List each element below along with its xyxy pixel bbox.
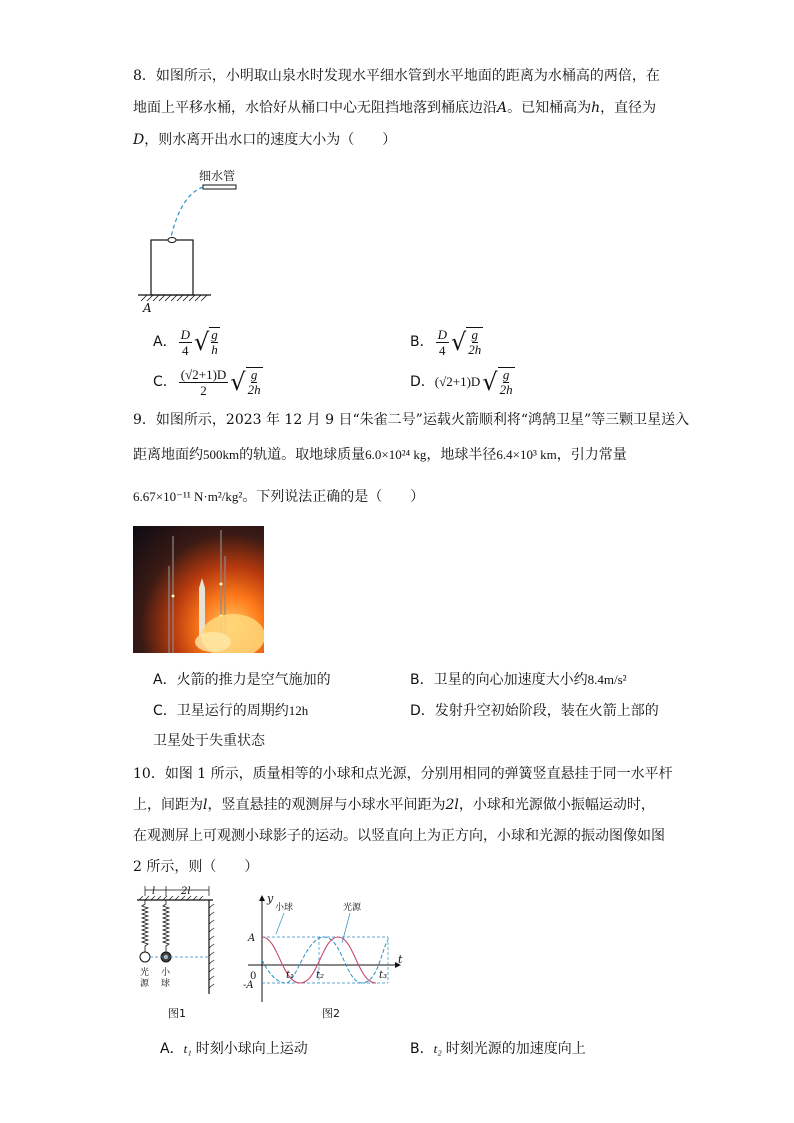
q8-text: 8．如图所示，小明取山泉水时发现水平细水管到水平地面的距离为水桶高的两倍，在 — [133, 68, 660, 84]
q8-stem-line-3: D，则水离开出水口的速度大小为（ ） — [133, 132, 397, 148]
q8-stem-line-1 — [133, 66, 660, 86]
svg-text:l: l — [152, 886, 156, 897]
svg-text:球: 球 — [161, 979, 171, 989]
q8-bucket-figure — [133, 165, 253, 315]
q8-c-radical: √ $\frac{g}{2h}$ — [230, 367, 261, 397]
svg-text:t₁: t₁ — [286, 970, 295, 981]
svg-text:0: 0 — [250, 971, 257, 982]
q10-light-source — [140, 952, 150, 962]
q8-c-coefficient: $\frac{(√2+1)D}{2}$ — [180, 366, 227, 398]
svg-text:光: 光 — [140, 968, 150, 978]
q9-rocket-illustration — [133, 526, 264, 653]
q8-bucket-mouth-mark — [168, 238, 176, 243]
svg-text:源: 源 — [140, 979, 150, 989]
q10-figure-1 — [133, 884, 228, 1024]
q10-stem-line-2: 上，间距为l，竖直悬挂的观测屏与小球水平间距为2l，小球和光源做小振幅运动时， — [133, 797, 655, 813]
q10-figure-2-caption: 图2 — [322, 1007, 340, 1020]
q10-label-ball: 小球 — [275, 903, 294, 913]
q9-stem-line-3: 6.67×10⁻¹¹ N·m²/kg²。下列说法正确的是（ ） — [133, 489, 425, 505]
q10-figure-2 — [240, 888, 410, 1024]
q8-pipe — [203, 185, 236, 189]
q10-stem-line-1: 10．如图 1 所示，质量相等的小球和点光源，分别用相同的弹簧竖直悬挂于同一水平杆 — [133, 766, 673, 782]
q9-option-c[interactable]: C．卫星运行的周期约12h — [153, 703, 309, 719]
q10-stem-line-3: 在观测屏上可观测小球影子的运动。以竖直向上为正方向，小球和光源的振动图像如图 — [133, 828, 665, 844]
q9-option-a[interactable]: A．火箭的推力是空气施加的 — [153, 672, 331, 688]
q9-stem-line-2: 距离地面约500km的轨道。取地球质量6.0×10²⁴ kg，地球半径6.4×10³ km，引力常量 — [133, 447, 627, 463]
q8-b-coefficient: $\frac{D}{4}$ — [437, 326, 447, 358]
q8-option-d[interactable]: D． (√2+1)D √ $\frac{g}{2h}$ — [410, 367, 513, 397]
q10-stem-line-4: 2 所示，则（ ） — [133, 859, 259, 875]
q8-option-a[interactable]: A． $\frac{D}{4}$ √ $\frac{g}{h}$ — [153, 326, 218, 358]
q10-option-a[interactable]: A．t₁ 时刻小球向上运动 — [160, 1041, 308, 1057]
q10-figure-1-caption: 图1 — [168, 1007, 186, 1020]
svg-text:-A: -A — [243, 980, 254, 991]
q9-option-b[interactable]: B．卫星的向心加速度大小约8.4m/s² — [410, 672, 627, 688]
svg-text:t₃: t₃ — [379, 970, 388, 981]
q9-rocket-launch-photo — [133, 526, 264, 653]
svg-text:2l: 2l — [181, 886, 191, 897]
q8-a-coefficient: $\frac{D}{4}$ — [180, 326, 190, 358]
svg-text:A: A — [248, 933, 256, 944]
svg-text:小: 小 — [161, 968, 171, 978]
q8-option-c[interactable]: C． $\frac{(√2+1)D}{2}$ √ $\frac{g}{2h}$ — [153, 366, 261, 398]
q8-b-radical: √ $\frac{g}{2h}$ — [451, 327, 482, 357]
q10-label-source: 光源 — [343, 903, 362, 913]
svg-text:y: y — [267, 892, 274, 905]
q8-stem-line-2: 地面上平移水桶，水恰好从桶口中心无阻挡地落到桶底边沿A。已知桶高为h，直径为 — [133, 100, 657, 116]
q8-d-coefficient: (√2+1)D — [434, 374, 481, 389]
q8-option-b[interactable]: B． $\frac{D}{4}$ √ $\frac{g}{2h}$ — [410, 326, 482, 358]
q9-option-d-continued: 卫星处于失重状态 — [153, 733, 265, 749]
q8-point-A-label: A — [143, 301, 152, 315]
q10-spring-ball — [163, 900, 169, 952]
svg-text:t₂: t₂ — [316, 970, 325, 981]
q8-pipe-label: 细水管 — [199, 169, 236, 183]
q10-option-b[interactable]: B．t₂ 时刻光源的加速度向上 — [410, 1041, 586, 1057]
svg-text:t: t — [398, 953, 403, 966]
q10-spring-source — [142, 900, 148, 952]
q9-stem-line-1: 9．如图所示，2023 年 12 月 9 日“朱雀二号”运载火箭顺利将“鸿鹄卫星”等三颗卫星送入 — [133, 412, 690, 428]
q8-bucket — [151, 240, 193, 295]
q8-d-radical: √ $\frac{g}{2h}$ — [482, 367, 513, 397]
q9-option-d[interactable]: D．发射升空初始阶段，装在火箭上部的 — [410, 703, 659, 719]
q8-a-radical: √ $\frac{g}{h}$ — [193, 327, 218, 357]
q10-source-curve — [262, 937, 388, 983]
